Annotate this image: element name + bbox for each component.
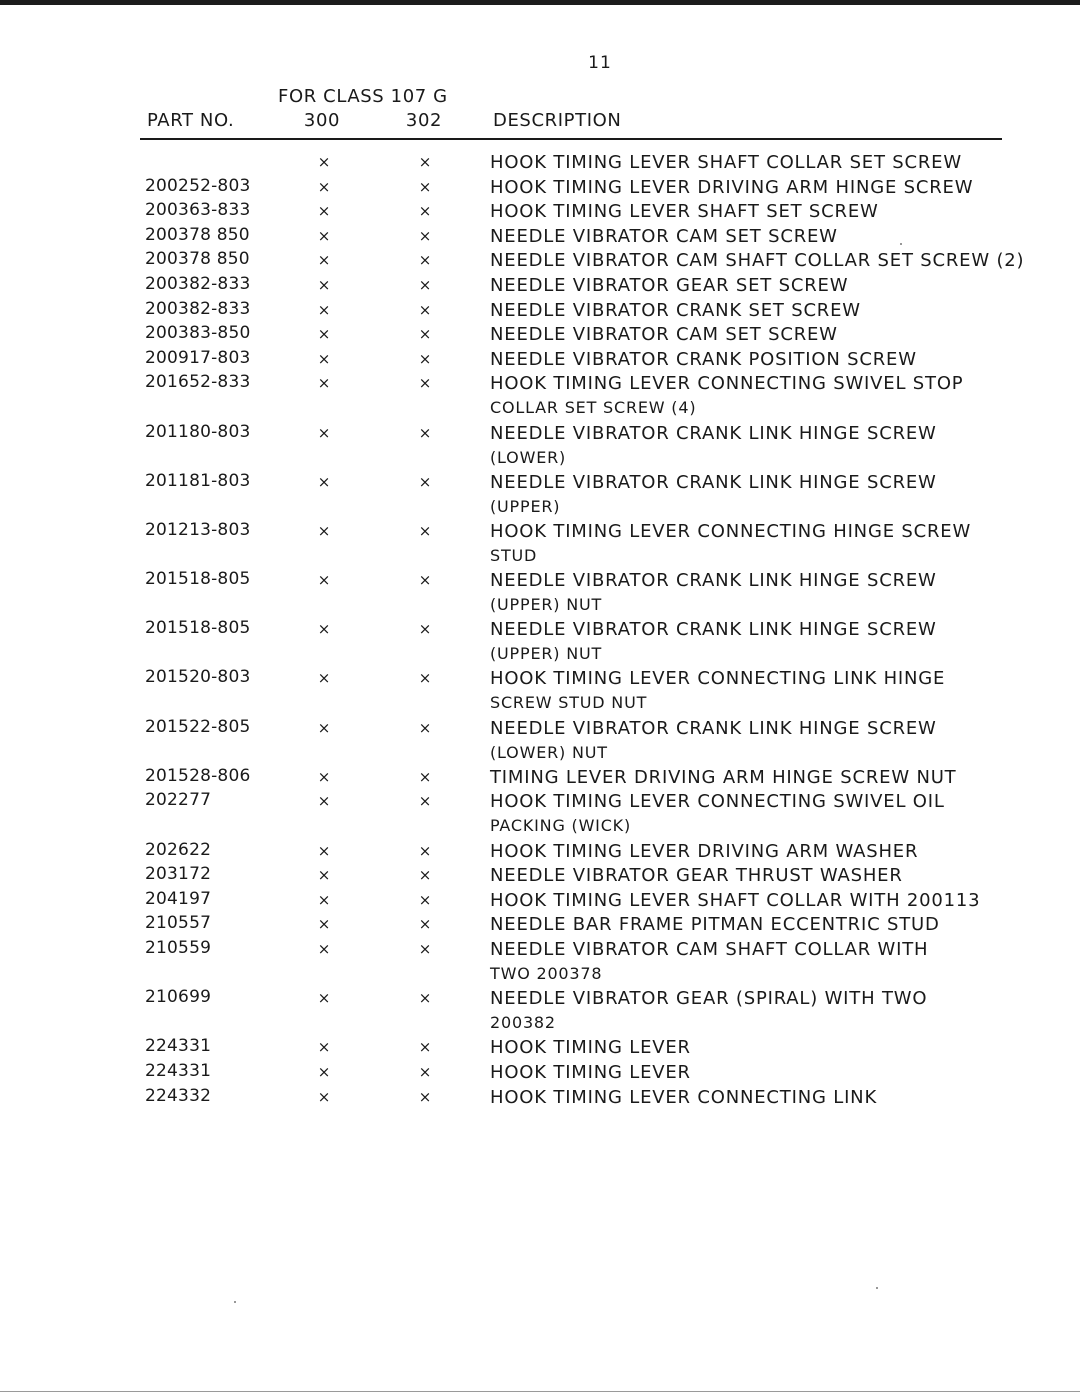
description-line: NEEDLE VIBRATOR CRANK POSITION SCREW bbox=[490, 348, 917, 370]
class-300-mark: × bbox=[317, 718, 331, 737]
class-302-mark: × bbox=[418, 349, 432, 368]
part-number: 224331 bbox=[145, 1060, 212, 1081]
part-description bbox=[490, 790, 1070, 838]
part-description bbox=[490, 569, 1070, 617]
part-description bbox=[490, 372, 1070, 420]
part-description bbox=[490, 200, 1070, 224]
class-302-mark: × bbox=[418, 202, 432, 221]
part-description bbox=[490, 864, 1070, 888]
part-description bbox=[490, 667, 1070, 715]
part-description bbox=[490, 520, 1070, 568]
table-row bbox=[0, 717, 1080, 766]
table-row bbox=[0, 667, 1080, 716]
table-row bbox=[0, 938, 1080, 987]
part-description bbox=[490, 987, 1070, 1035]
class-302-mark: × bbox=[418, 1038, 432, 1057]
class-300-mark: × bbox=[317, 153, 331, 171]
table-row bbox=[0, 200, 1080, 225]
part-description bbox=[490, 1061, 1070, 1085]
class-300-column-header: 300 bbox=[303, 110, 341, 131]
table-row bbox=[0, 274, 1080, 299]
table-row bbox=[0, 766, 1080, 791]
table-row bbox=[0, 372, 1080, 421]
table-row bbox=[0, 225, 1080, 250]
class-302-mark: × bbox=[418, 521, 432, 540]
part-description bbox=[490, 471, 1070, 519]
description-continuation: (LOWER) NUT bbox=[490, 742, 608, 762]
part-number: 201528-806 bbox=[145, 765, 251, 786]
class-302-mark: × bbox=[418, 472, 432, 491]
class-302-mark: × bbox=[418, 226, 432, 245]
description-line: NEEDLE VIBRATOR CAM SET SCREW bbox=[490, 324, 838, 346]
part-number: 202622 bbox=[145, 839, 212, 860]
class-300-mark: × bbox=[317, 1062, 331, 1081]
description-continuation: STUD bbox=[490, 545, 538, 565]
part-number: 200378 850 bbox=[145, 224, 250, 245]
class-302-mark: × bbox=[418, 1062, 432, 1081]
table-row bbox=[0, 569, 1080, 618]
part-number: 201520-803 bbox=[145, 667, 251, 688]
class-302-mark: × bbox=[418, 767, 432, 786]
part-description bbox=[490, 1036, 1070, 1060]
class-300-mark: × bbox=[317, 669, 331, 688]
part-description bbox=[490, 176, 1070, 200]
description-continuation: (UPPER) NUT bbox=[490, 595, 603, 615]
table-row bbox=[0, 1086, 1080, 1111]
part-number: 201213-803 bbox=[145, 519, 251, 540]
class-300-mark: × bbox=[317, 866, 331, 885]
class-300-mark: × bbox=[317, 177, 331, 196]
description-line: HOOK TIMING LEVER bbox=[490, 1037, 691, 1059]
description-line: HOOK TIMING LEVER CONNECTING HINGE SCREW bbox=[490, 520, 972, 542]
description-line: NEEDLE VIBRATOR GEAR (SPIRAL) WITH TWO bbox=[490, 988, 928, 1010]
description-continuation: PACKING (WICK) bbox=[490, 816, 632, 836]
class-300-mark: × bbox=[317, 300, 331, 319]
part-description bbox=[490, 348, 1070, 372]
class-302-mark: × bbox=[418, 669, 432, 688]
part-number: 201522-805 bbox=[145, 716, 251, 737]
table-row bbox=[0, 790, 1080, 839]
class-302-mark: × bbox=[418, 325, 432, 344]
description-line: NEEDLE VIBRATOR CRANK SET SCREW bbox=[490, 299, 861, 321]
description-line: HOOK TIMING LEVER CONNECTING LINK bbox=[490, 1086, 878, 1108]
table-row bbox=[0, 299, 1080, 324]
class-300-mark: × bbox=[317, 915, 331, 934]
class-300-mark: × bbox=[317, 767, 331, 786]
description-line: NEEDLE VIBRATOR GEAR THRUST WASHER bbox=[490, 865, 903, 887]
description-line: HOOK TIMING LEVER CONNECTING SWIVEL OIL bbox=[490, 791, 945, 813]
class-300-mark: × bbox=[317, 1087, 331, 1106]
description-line: HOOK TIMING LEVER DRIVING ARM WASHER bbox=[490, 840, 919, 862]
part-number: 210559 bbox=[145, 938, 212, 958]
description-line: HOOK TIMING LEVER CONNECTING SWIVEL STOP bbox=[490, 373, 964, 395]
table-row bbox=[0, 864, 1080, 889]
part-number: 201652-833 bbox=[145, 372, 251, 393]
part-number: 200252-803 bbox=[145, 175, 251, 196]
table-row bbox=[0, 1036, 1080, 1061]
description-line: NEEDLE VIBRATOR CRANK LINK HINGE SCREW bbox=[490, 422, 937, 444]
page-number: 11 bbox=[588, 53, 612, 73]
class-302-mark: × bbox=[418, 423, 432, 442]
class-302-mark: × bbox=[418, 275, 432, 294]
class-302-mark: × bbox=[418, 866, 432, 885]
description-continuation: TWO 200378 bbox=[490, 964, 603, 983]
class-300-mark: × bbox=[317, 940, 331, 958]
description-line: NEEDLE VIBRATOR CAM SET SCREW bbox=[490, 225, 838, 247]
class-300-mark: × bbox=[317, 571, 331, 590]
class-300-mark: × bbox=[317, 890, 331, 909]
part-number: 201518-805 bbox=[145, 618, 251, 639]
part-number: 200917-803 bbox=[145, 347, 251, 368]
description-line: HOOK TIMING LEVER bbox=[490, 1061, 691, 1083]
part-description bbox=[490, 889, 1070, 913]
table-row bbox=[0, 840, 1080, 865]
description-line: NEEDLE VIBRATOR GEAR SET SCREW bbox=[490, 274, 849, 296]
description-line: TIMING LEVER DRIVING ARM HINGE SCREW NUT bbox=[490, 766, 957, 788]
description-continuation: SCREW STUD NUT bbox=[490, 693, 648, 713]
class-302-mark: × bbox=[418, 153, 432, 171]
description-line: NEEDLE BAR FRAME PITMAN ECCENTRIC STUD bbox=[490, 914, 940, 936]
class-300-mark: × bbox=[317, 226, 331, 245]
part-description bbox=[490, 299, 1070, 323]
table-row bbox=[0, 249, 1080, 274]
part-number: 200378 850 bbox=[145, 249, 250, 270]
part-description bbox=[490, 225, 1070, 249]
table-row bbox=[0, 618, 1080, 667]
part-description bbox=[490, 151, 1070, 175]
part-number: 210699 bbox=[145, 987, 212, 1008]
description-line: NEEDLE VIBRATOR CRANK LINK HINGE SCREW bbox=[490, 471, 937, 493]
description-line: HOOK TIMING LEVER SHAFT COLLAR WITH 200113 bbox=[490, 889, 981, 911]
table-row bbox=[0, 151, 1080, 176]
class-302-mark: × bbox=[418, 989, 432, 1008]
bottom-edge-rule bbox=[0, 1391, 1080, 1392]
table-row bbox=[0, 1061, 1080, 1086]
class-300-mark: × bbox=[317, 521, 331, 540]
class-300-mark: × bbox=[317, 841, 331, 860]
part-description bbox=[490, 618, 1070, 666]
class-302-mark: × bbox=[418, 374, 432, 393]
part-number: 201181-803 bbox=[145, 470, 251, 491]
header-divider bbox=[140, 138, 1002, 140]
part-number: 204197 bbox=[145, 888, 212, 909]
part-description bbox=[490, 323, 1070, 347]
part-no-column-header: PART NO. bbox=[147, 110, 235, 131]
description-continuation: (LOWER) bbox=[490, 447, 567, 467]
table-row bbox=[0, 348, 1080, 373]
description-line: NEEDLE VIBRATOR CRANK LINK HINGE SCREW bbox=[490, 717, 937, 739]
class-302-mark: × bbox=[418, 841, 432, 860]
part-number: 203172 bbox=[145, 864, 212, 885]
part-description bbox=[490, 1086, 1070, 1110]
table-row bbox=[0, 422, 1080, 471]
table-row bbox=[0, 987, 1080, 1036]
part-number: 210557 bbox=[145, 913, 212, 934]
table-row bbox=[0, 176, 1080, 201]
part-number: 200382-833 bbox=[145, 273, 251, 294]
class-300-mark: × bbox=[317, 202, 331, 221]
description-line: HOOK TIMING LEVER CONNECTING LINK HINGE bbox=[490, 668, 946, 690]
class-300-mark: × bbox=[317, 275, 331, 294]
part-description bbox=[490, 717, 1070, 765]
part-number: 201518-805 bbox=[145, 569, 251, 590]
class-300-mark: × bbox=[317, 472, 331, 491]
part-number: 200383-850 bbox=[145, 323, 251, 344]
part-description bbox=[490, 766, 1070, 790]
class-302-mark: × bbox=[418, 177, 432, 196]
part-description bbox=[490, 840, 1070, 864]
description-continuation: (UPPER) bbox=[490, 496, 561, 516]
class-300-mark: × bbox=[317, 325, 331, 344]
print-speck bbox=[876, 1287, 878, 1289]
table-row bbox=[0, 323, 1080, 348]
parts-list bbox=[0, 151, 1080, 1110]
class-302-mark: × bbox=[418, 890, 432, 909]
part-number: 201180-803 bbox=[145, 421, 251, 442]
class-heading: FOR CLASS 107 G bbox=[278, 86, 448, 107]
part-description bbox=[490, 913, 1070, 937]
description-line: HOOK TIMING LEVER DRIVING ARM HINGE SCREW bbox=[490, 176, 974, 198]
description-line: NEEDLE VIBRATOR CAM SHAFT COLLAR WITH bbox=[490, 939, 929, 960]
class-300-mark: × bbox=[317, 1038, 331, 1057]
class-300-mark: × bbox=[317, 792, 331, 811]
part-number: 224332 bbox=[145, 1085, 212, 1106]
class-300-mark: × bbox=[317, 374, 331, 393]
part-description bbox=[490, 938, 1070, 986]
description-line: HOOK TIMING LEVER SHAFT COLLAR SET SCREW bbox=[490, 152, 962, 173]
table-row bbox=[0, 889, 1080, 914]
class-302-mark: × bbox=[418, 940, 432, 958]
part-description bbox=[490, 249, 1070, 273]
description-column-header: DESCRIPTION bbox=[493, 110, 622, 131]
class-302-mark: × bbox=[418, 300, 432, 319]
class-302-mark: × bbox=[418, 571, 432, 590]
class-302-mark: × bbox=[418, 251, 432, 270]
description-continuation: COLLAR SET SCREW (4) bbox=[490, 398, 697, 418]
part-number: 202277 bbox=[145, 790, 212, 811]
class-300-mark: × bbox=[317, 349, 331, 368]
class-300-mark: × bbox=[317, 251, 331, 270]
part-number: 224331 bbox=[145, 1036, 212, 1057]
description-line: HOOK TIMING LEVER SHAFT SET SCREW bbox=[490, 201, 879, 223]
description-continuation: 200382 bbox=[490, 1013, 556, 1033]
class-302-mark: × bbox=[418, 915, 432, 934]
class-302-mark: × bbox=[418, 620, 432, 639]
table-row bbox=[0, 520, 1080, 569]
part-description bbox=[490, 422, 1070, 470]
part-description bbox=[490, 274, 1070, 298]
class-302-mark: × bbox=[418, 792, 432, 811]
class-302-column-header: 302 bbox=[405, 110, 443, 131]
table-row bbox=[0, 913, 1080, 938]
print-speck bbox=[234, 1301, 236, 1303]
table-row bbox=[0, 471, 1080, 520]
part-number: 200363-833 bbox=[145, 200, 251, 221]
description-continuation: (UPPER) NUT bbox=[490, 644, 603, 664]
part-number: 200382-833 bbox=[145, 298, 251, 319]
print-speck bbox=[900, 243, 902, 245]
description-line: NEEDLE VIBRATOR CRANK LINK HINGE SCREW bbox=[490, 619, 937, 641]
top-edge-rule bbox=[0, 0, 1080, 5]
class-302-mark: × bbox=[418, 1087, 432, 1106]
description-line: NEEDLE VIBRATOR CRANK LINK HINGE SCREW bbox=[490, 570, 937, 592]
class-300-mark: × bbox=[317, 423, 331, 442]
class-300-mark: × bbox=[317, 989, 331, 1008]
class-300-mark: × bbox=[317, 620, 331, 639]
description-line: NEEDLE VIBRATOR CAM SHAFT COLLAR SET SCREW (2) bbox=[490, 250, 1025, 272]
class-302-mark: × bbox=[418, 718, 432, 737]
